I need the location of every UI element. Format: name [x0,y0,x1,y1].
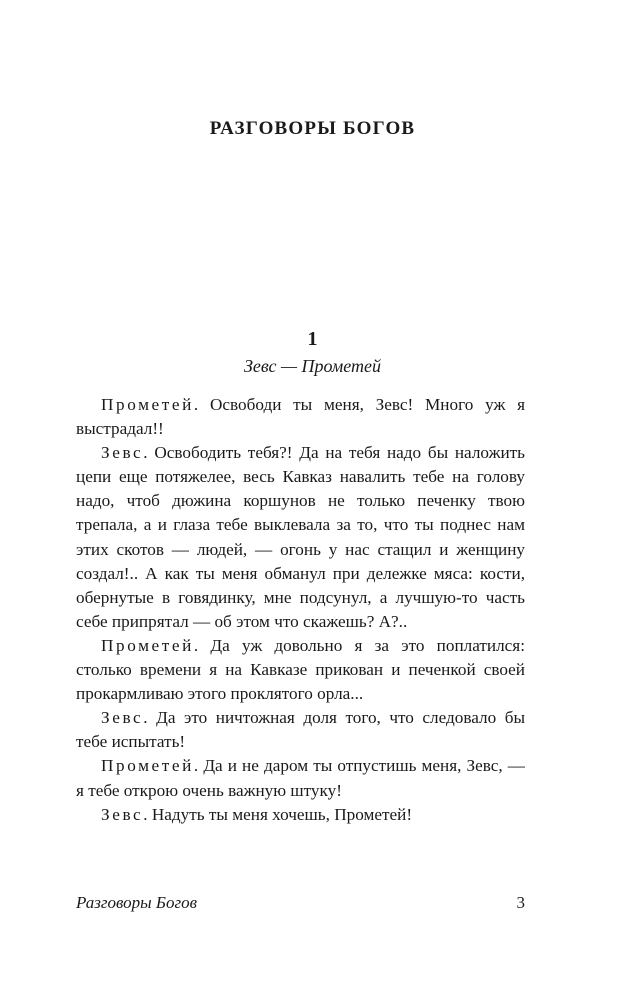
speaker-name: Прометей [101,395,194,414]
speaker-name: Зевс [101,443,144,463]
dialogue-line: . Освободи ты меня, Зевс! Много уж я выстрадал!! [76,395,525,439]
speaker-name: Прометей [101,635,194,655]
dialogue-line: . Да и не даром ты отпустишь меня, Зевс, — я тебе открою очень важную штуку! [76,756,525,800]
dialogue-paragraph [76,634,525,706]
chapter-subtitle: Зевс — Прометей [243,356,381,376]
dialogue-line: . Освободить тебя?! Да на тебя надо бы наложить цепи еще потяжелее, весь Кавказ навалить тебе на голову надо, чтоб дюжина коршунов не только печенку твою трепала, а и глаза тебе выклевала за то, что ты поднес нам этих скотов — людей, — огонь у нас стащил и женщину создал!.. А как ты меня обманул при дележке мяса: кости, обернутые в говядинку, мне подсунул, а лучшую-то часть себе припрятал — об этом что скажешь? А?.. [76,443,525,631]
speaker-name: Прометей [101,756,194,776]
dialogue-line: . Да уж довольно я за это поплатился: столько времени я на Кавказе прикован и печенкой своей прокармливаю этого проклятого орла... [76,635,525,704]
speaker-name: Зевс [101,804,144,824]
dialogue-paragraph [76,803,525,827]
page-footer [76,893,525,917]
dialogue-line: . Да это ничтожная доля того, что следовало бы тебе испытать! [76,708,525,752]
chapter-number: 1 [307,328,318,350]
speaker-name: Зевс [101,708,144,728]
dialogue-paragraph [76,441,525,634]
dialogue-paragraph [76,706,525,754]
dialogue-line: . Надуть ты меня хочешь, Прометей! [143,804,413,824]
running-title: Разговоры Богов [76,893,197,912]
dialogue-paragraph [76,393,525,441]
dialogue-paragraph [76,754,525,802]
dialogue-text [76,393,525,827]
page-number: 3 [516,893,525,912]
book-title: РАЗГОВОРЫ БОГОВ [209,118,416,139]
